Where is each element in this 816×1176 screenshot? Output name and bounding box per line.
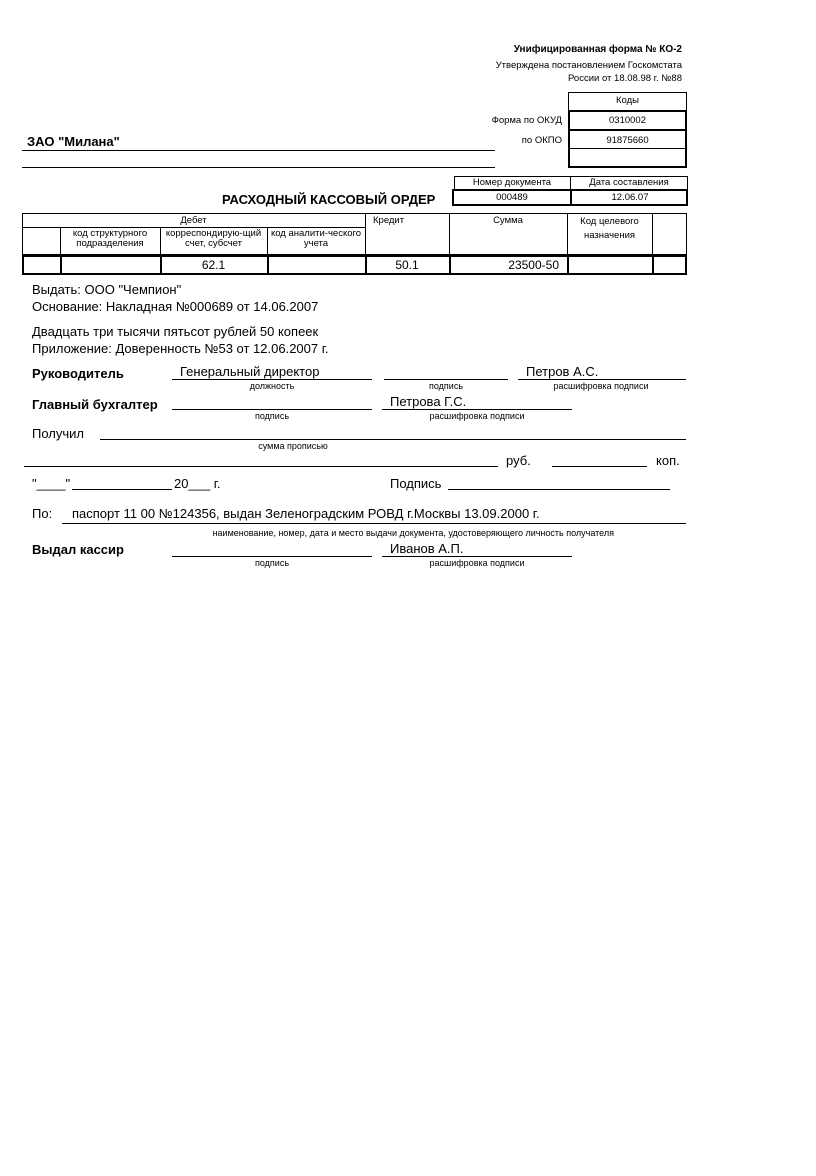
struct-unit-label: код структурного подразделения bbox=[72, 228, 148, 249]
accountant-name: Петрова Г.С. bbox=[390, 394, 467, 409]
approval-line-2: России от 18.08.98 г. №88 bbox=[568, 73, 682, 84]
debit-label: Дебет bbox=[180, 215, 207, 226]
issue-to: Выдать: ООО "Чемпион" bbox=[32, 282, 182, 297]
by-label: По: bbox=[32, 506, 53, 521]
codes-divider-2 bbox=[568, 148, 687, 149]
codes-title: Коды bbox=[616, 95, 639, 106]
director-position: Генеральный директор bbox=[180, 364, 320, 379]
cashier-name-line bbox=[382, 556, 572, 557]
credit-label: Кредит bbox=[373, 215, 405, 226]
amount-words: Двадцать три тысячи пятьсот рублей 50 копеек bbox=[32, 324, 319, 339]
sum-value: 23500-50 bbox=[508, 258, 559, 272]
table-value-row bbox=[22, 255, 687, 275]
date-prefix: "____" bbox=[32, 476, 71, 491]
cashier-label: Выдал кассир bbox=[32, 542, 124, 557]
accountant-label: Главный бухгалтер bbox=[32, 397, 158, 412]
position-caption: должность bbox=[249, 381, 295, 391]
organization-line bbox=[22, 150, 495, 151]
value-col-line-6 bbox=[567, 255, 569, 275]
sum-label: Сумма bbox=[493, 215, 523, 226]
form-title: Унифицированная форма № КО-2 bbox=[513, 44, 682, 55]
director-position-line bbox=[172, 379, 372, 380]
okpo-value: 91875660 bbox=[606, 135, 649, 146]
id-document-caption bbox=[62, 528, 686, 538]
okpo-label: по ОКПО bbox=[521, 135, 562, 146]
doc-number-label: Номер документа bbox=[472, 177, 552, 188]
kop-line bbox=[552, 466, 647, 467]
director-name: Петров А.С. bbox=[526, 364, 599, 379]
accountant-name-line bbox=[382, 409, 572, 410]
director-signature-line bbox=[384, 379, 508, 380]
basis: Основание: Накладная №000689 от 14.06.2007 bbox=[32, 299, 319, 314]
id-document-caption-text: наименование, номер, дата и место выдачи документа, удостоверяющего личность получателя bbox=[212, 528, 614, 538]
accountant-signature-caption: подпись bbox=[254, 411, 290, 421]
corr-account-label: корреспондирую-щий счет, субсчет bbox=[165, 228, 262, 249]
codes-divider-1 bbox=[568, 129, 687, 131]
kop-label: коп. bbox=[656, 453, 680, 468]
analytic-label: код аналити-ческого учета bbox=[270, 228, 362, 249]
recipient-signature-line bbox=[448, 489, 670, 490]
accountant-decoding-caption: расшифровка подписи bbox=[429, 411, 525, 421]
director-label: Руководитель bbox=[32, 366, 124, 381]
value-col-line-7 bbox=[652, 255, 654, 275]
cashier-name: Иванов А.П. bbox=[390, 541, 464, 556]
director-signature-caption: подпись bbox=[428, 381, 464, 391]
received-line bbox=[100, 439, 686, 440]
approval-line-1: Утверждена постановлением Госкомстата bbox=[495, 60, 682, 71]
col-line-7 bbox=[652, 213, 653, 255]
sum-words-line-2 bbox=[24, 466, 498, 467]
director-decoding-caption: расшифровка подписи bbox=[553, 381, 649, 391]
attachment: Приложение: Доверенность №53 от 12.06.2007 г. bbox=[32, 341, 329, 356]
value-col-line-3 bbox=[267, 255, 269, 275]
doc-date-value: 12.06.07 bbox=[611, 192, 649, 203]
credit-value: 50.1 bbox=[395, 258, 419, 272]
corr-account-value: 62.1 bbox=[201, 258, 226, 272]
received-label: Получил bbox=[32, 426, 84, 441]
purpose-label: Код целевого назначения bbox=[580, 216, 639, 241]
date-month-line bbox=[72, 489, 172, 490]
id-document-line bbox=[62, 523, 686, 524]
okud-value: 0310002 bbox=[609, 115, 646, 126]
sum-words-caption: сумма прописью bbox=[258, 441, 328, 451]
codes-header-cell bbox=[568, 92, 687, 111]
doc-number-value: 000489 bbox=[496, 192, 528, 203]
doc-date-label: Дата составления bbox=[589, 177, 669, 188]
cashier-signature-caption: подпись bbox=[254, 558, 290, 568]
okud-label: Форма по ОКУД bbox=[491, 115, 562, 126]
director-name-line bbox=[518, 379, 686, 380]
cashier-decoding-caption: расшифровка подписи bbox=[429, 558, 525, 568]
organization-name: ЗАО "Милана" bbox=[27, 134, 120, 149]
document-title: РАСХОДНЫЙ КАССОВЫЙ ОРДЕР bbox=[222, 192, 436, 207]
id-document-text: паспорт 11 00 №124356, выдан Зеленоградским РОВД г.Москвы 13.09.2000 г. bbox=[72, 506, 540, 521]
signature-label: Подпись bbox=[390, 476, 442, 491]
date-suffix: 20___ г. bbox=[174, 476, 221, 491]
value-col-line-1 bbox=[60, 255, 62, 275]
rub-label: руб. bbox=[506, 453, 531, 468]
subdivision-line bbox=[22, 167, 495, 168]
cashier-signature-line bbox=[172, 556, 372, 557]
accountant-signature-line bbox=[172, 409, 372, 410]
